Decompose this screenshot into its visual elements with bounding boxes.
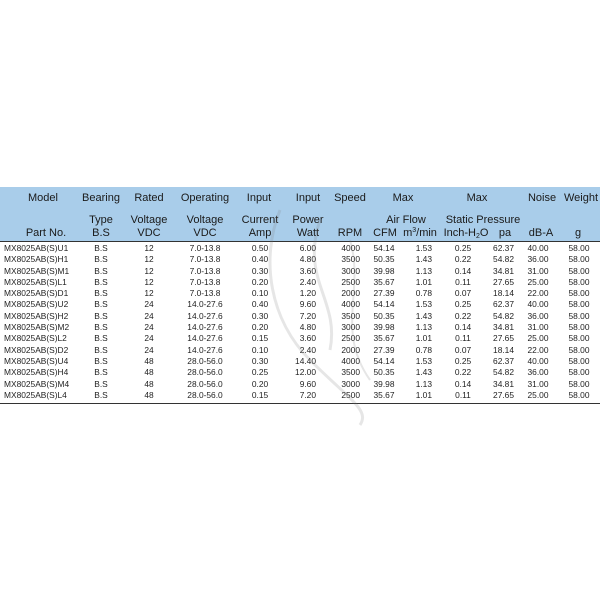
cell-pa: 62.37	[493, 355, 514, 366]
header-static-pressure: Static Pressure	[445, 214, 521, 226]
cell-operating-voltage: 14.0-27.6	[187, 322, 223, 333]
table-row	[0, 390, 600, 401]
header-m3min: $m^3/\min$	[403, 227, 437, 239]
cell-weight: 58.00	[568, 344, 590, 355]
cell-rpm: 3500	[341, 367, 360, 378]
cell-rpm: 2500	[341, 389, 360, 400]
cell-pa: 18.14	[493, 288, 514, 299]
cell-power: 4.80	[299, 322, 316, 333]
cell-power: 7.20	[299, 310, 316, 321]
cell-current: 0.30	[251, 355, 269, 366]
cell-m3min: 1.53	[415, 299, 432, 310]
cell-noise: 36.00	[527, 310, 549, 321]
cell-m3min: 1.01	[415, 389, 432, 400]
header-model: Model	[28, 192, 58, 204]
header-pa: pa	[498, 227, 512, 239]
cell-bearing: B.S	[94, 288, 108, 299]
table-row	[0, 299, 600, 310]
cell-operating-voltage: 28.0-56.0	[187, 355, 223, 366]
cell-pa: 34.81	[493, 322, 514, 333]
cell-inch-h2o: 0.11	[455, 389, 471, 400]
cell-operating-voltage: 7.0-13.8	[189, 254, 221, 265]
cell-pa: 27.65	[493, 276, 514, 287]
cell-operating-voltage: 7.0-13.8	[189, 276, 221, 287]
cell-rated-voltage: 24	[144, 322, 154, 333]
cell-noise: 40.00	[527, 243, 549, 253]
cell-power: 3.60	[299, 265, 316, 276]
header-cfm: CFM	[373, 227, 397, 239]
cell-rated-voltage: 12	[144, 243, 154, 253]
cell-operating-voltage: 28.0-56.0	[187, 367, 223, 378]
cell-operating-voltage: 14.0-27.6	[187, 333, 223, 344]
table-row	[0, 266, 600, 277]
cell-noise: 31.00	[527, 265, 549, 276]
cell-pa: 54.82	[493, 254, 514, 265]
cell-weight: 58.00	[568, 288, 590, 299]
header-inch-h2o: Inch-$H_2O$	[443, 227, 489, 240]
cell-inch-h2o: 0.07	[454, 344, 472, 355]
cell-m3min: 1.53	[415, 355, 432, 366]
cell-inch-h2o: 0.25	[454, 243, 472, 253]
cell-weight: 58.00	[568, 333, 590, 344]
header-air-flow: Air Flow	[386, 214, 426, 226]
cell-rated-voltage: 12	[144, 276, 154, 287]
cell-inch-h2o: 0.25	[454, 355, 472, 366]
cell-power: 9.60	[299, 299, 316, 310]
header-max-2: Max	[466, 192, 488, 204]
cell-rpm: 2500	[341, 333, 360, 344]
cell-noise: 40.00	[527, 355, 549, 366]
cell-m3min: 0.78	[415, 288, 432, 299]
cell-rated-voltage: 24	[144, 344, 154, 355]
cell-noise: 25.00	[527, 276, 549, 287]
cell-rated-voltage: 12	[144, 288, 154, 299]
table-row	[0, 288, 600, 299]
cell-rated-voltage: 24	[144, 299, 154, 310]
cell-power: 14.40	[295, 355, 316, 366]
cell-bearing: B.S	[94, 333, 108, 344]
cell-bearing: B.S	[94, 299, 108, 310]
cell-part-no: MX8025AB(S)D1	[4, 288, 69, 299]
cell-current: 0.10	[251, 344, 269, 355]
cell-bearing: B.S	[94, 310, 108, 321]
cell-inch-h2o: 0.22	[454, 367, 472, 378]
cell-m3min: 1.13	[415, 378, 432, 389]
cell-rpm: 3000	[341, 322, 360, 333]
cell-part-no: MX8025AB(S)U1	[4, 243, 69, 253]
cell-part-no: MX8025AB(S)H1	[4, 254, 69, 265]
header-rated: Rated	[134, 192, 164, 204]
cell-current: 0.30	[251, 310, 269, 321]
cell-inch-h2o: 0.11	[455, 333, 471, 344]
cell-m3min: 1.13	[415, 322, 432, 333]
cell-part-no: MX8025AB(S)D2	[4, 344, 69, 355]
cell-inch-h2o: 0.11	[455, 276, 471, 287]
cell-rated-voltage: 12	[144, 254, 154, 265]
cell-cfm: 27.39	[373, 344, 395, 355]
cell-noise: 25.00	[527, 389, 549, 400]
cell-weight: 58.00	[568, 378, 590, 389]
cell-weight: 58.00	[568, 389, 590, 400]
header-input-1: Input	[246, 192, 272, 204]
cell-part-no: MX8025AB(S)U4	[4, 355, 69, 366]
cell-rpm: 3000	[341, 378, 360, 389]
header-operating: Operating	[180, 192, 230, 204]
cell-current: 0.15	[251, 333, 269, 344]
header-input-2: Input	[295, 192, 321, 204]
cell-weight: 58.00	[568, 243, 590, 253]
table-bottom-rule	[0, 403, 600, 404]
cell-inch-h2o: 0.14	[454, 265, 472, 276]
cell-m3min: 0.78	[415, 344, 432, 355]
cell-part-no: MX8025AB(S)M1	[4, 265, 70, 276]
cell-cfm: 54.14	[373, 243, 395, 253]
cell-bearing: B.S	[94, 254, 108, 265]
cell-cfm: 27.39	[373, 288, 395, 299]
cell-rated-voltage: 48	[144, 389, 154, 400]
cell-operating-voltage: 7.0-13.8	[189, 243, 221, 253]
table-row	[0, 379, 600, 390]
table-row	[0, 311, 600, 322]
cell-operating-voltage: 14.0-27.6	[187, 344, 223, 355]
cell-m3min: 1.13	[415, 265, 432, 276]
cell-current: 0.20	[251, 276, 269, 287]
cell-bearing: B.S	[94, 243, 108, 253]
cell-current: 0.50	[251, 243, 269, 253]
cell-rpm: 4000	[341, 243, 360, 253]
cell-rated-voltage: 48	[144, 367, 154, 378]
table-row	[0, 367, 600, 378]
cell-pa: 27.65	[493, 333, 514, 344]
cell-noise: 40.00	[527, 299, 549, 310]
cell-current: 0.30	[251, 265, 269, 276]
cell-rpm: 4000	[341, 355, 360, 366]
cell-pa: 27.65	[493, 389, 514, 400]
cell-inch-h2o: 0.22	[454, 254, 472, 265]
table-row	[0, 322, 600, 333]
cell-cfm: 50.35	[373, 254, 395, 265]
cell-operating-voltage: 7.0-13.8	[189, 265, 221, 276]
header-noise: Noise	[527, 192, 557, 204]
cell-part-no: MX8025AB(S)L2	[4, 333, 67, 344]
cell-m3min: 1.01	[415, 333, 432, 344]
cell-power: 2.40	[299, 344, 316, 355]
header-rpm: RPM	[337, 227, 363, 239]
cell-pa: 34.81	[493, 265, 514, 276]
cell-part-no: MX8025AB(S)L4	[4, 389, 67, 400]
cell-power: 6.00	[299, 243, 316, 253]
table-header	[0, 187, 600, 241]
cell-rpm: 3500	[341, 310, 360, 321]
cell-rated-voltage: 24	[144, 333, 154, 344]
cell-rated-voltage: 12	[144, 265, 154, 276]
cell-part-no: MX8025AB(S)H2	[4, 310, 69, 321]
cell-part-no: MX8025AB(S)M4	[4, 378, 70, 389]
cell-power: 12.00	[295, 367, 316, 378]
header-part-no: Part No.	[25, 227, 67, 239]
table-row	[0, 345, 600, 356]
header-g: g	[574, 227, 582, 239]
cell-current: 0.25	[251, 367, 269, 378]
cell-bearing: B.S	[94, 344, 108, 355]
header-speed: Speed	[334, 192, 366, 204]
cell-noise: 25.00	[527, 333, 549, 344]
cell-weight: 58.00	[568, 367, 590, 378]
cell-part-no: MX8025AB(S)H4	[4, 367, 69, 378]
cell-pa: 18.14	[493, 344, 514, 355]
cell-bearing: B.S	[94, 355, 108, 366]
cell-inch-h2o: 0.14	[454, 322, 472, 333]
cell-inch-h2o: 0.14	[454, 378, 472, 389]
cell-bearing: B.S	[94, 367, 108, 378]
cell-noise: 31.00	[527, 378, 549, 389]
table-row	[0, 254, 600, 265]
cell-cfm: 39.98	[373, 322, 395, 333]
cell-cfm: 39.98	[373, 265, 395, 276]
cell-rated-voltage: 48	[144, 378, 154, 389]
header-current: Current	[241, 214, 279, 226]
header-vdc: VDC	[137, 227, 161, 239]
cell-pa: 62.37	[493, 243, 514, 253]
cell-cfm: 50.35	[373, 310, 395, 321]
cell-power: 2.40	[299, 276, 316, 287]
cell-operating-voltage: 28.0-56.0	[187, 389, 223, 400]
header-amp: Amp	[248, 227, 272, 239]
cell-cfm: 35.67	[373, 276, 395, 287]
cell-cfm: 54.14	[373, 299, 395, 310]
cell-rpm: 2500	[341, 276, 360, 287]
cell-m3min: 1.43	[415, 254, 432, 265]
cell-weight: 58.00	[568, 276, 590, 287]
cell-power: 4.80	[299, 254, 316, 265]
cell-current: 0.15	[251, 389, 269, 400]
cell-bearing: B.S	[94, 276, 108, 287]
cell-weight: 58.00	[568, 299, 590, 310]
spec-table	[0, 187, 600, 399]
cell-part-no: MX8025AB(S)U2	[4, 299, 69, 310]
table-row	[0, 243, 600, 254]
cell-bearing: B.S	[94, 378, 108, 389]
cell-bearing: B.S	[94, 389, 108, 400]
cell-m3min: 1.01	[415, 276, 432, 287]
header-watt: Watt	[296, 227, 320, 239]
cell-weight: 58.00	[568, 322, 590, 333]
header-bearing: Bearing	[82, 192, 120, 204]
header-voltage: Voltage	[130, 214, 168, 226]
cell-noise: 36.00	[527, 254, 549, 265]
header-type: Type	[89, 214, 113, 226]
header-op-voltage: Voltage	[186, 214, 224, 226]
cell-inch-h2o: 0.07	[454, 288, 472, 299]
table-row	[0, 333, 600, 344]
cell-power: 1.20	[299, 288, 316, 299]
cell-weight: 58.00	[568, 265, 590, 276]
header-bs: B.S	[92, 227, 110, 239]
cell-pa: 34.81	[493, 378, 514, 389]
table-body	[0, 243, 600, 401]
cell-weight: 58.00	[568, 254, 590, 265]
cell-current: 0.20	[251, 378, 269, 389]
header-weight: Weight	[563, 192, 599, 204]
table-row	[0, 356, 600, 367]
cell-weight: 58.00	[568, 310, 590, 321]
header-divider	[0, 241, 600, 242]
cell-bearing: B.S	[94, 265, 108, 276]
cell-inch-h2o: 0.22	[454, 310, 472, 321]
cell-rpm: 4000	[341, 299, 360, 310]
header-power: Power	[292, 214, 324, 226]
cell-operating-voltage: 14.0-27.6	[187, 310, 223, 321]
cell-power: 3.60	[299, 333, 316, 344]
cell-current: 0.10	[251, 288, 269, 299]
cell-cfm: 39.98	[373, 378, 395, 389]
cell-rated-voltage: 24	[144, 310, 154, 321]
cell-part-no: MX8025AB(S)L1	[4, 276, 67, 287]
cell-part-no: MX8025AB(S)M2	[4, 322, 70, 333]
cell-inch-h2o: 0.25	[454, 299, 472, 310]
cell-cfm: 54.14	[373, 355, 395, 366]
table-row	[0, 277, 600, 288]
cell-cfm: 35.67	[373, 389, 395, 400]
cell-noise: 22.00	[527, 344, 549, 355]
cell-operating-voltage: 14.0-27.6	[187, 299, 223, 310]
cell-current: 0.40	[251, 254, 269, 265]
cell-rpm: 2000	[341, 288, 360, 299]
cell-pa: 62.37	[493, 299, 514, 310]
cell-bearing: B.S	[94, 322, 108, 333]
cell-cfm: 50.35	[373, 367, 395, 378]
cell-pa: 54.82	[493, 367, 514, 378]
cell-power: 9.60	[299, 378, 316, 389]
cell-noise: 22.00	[527, 288, 549, 299]
cell-cfm: 35.67	[373, 333, 395, 344]
cell-operating-voltage: 28.0-56.0	[187, 378, 223, 389]
cell-m3min: 1.43	[415, 367, 432, 378]
cell-weight: 58.00	[568, 355, 590, 366]
cell-noise: 31.00	[527, 322, 549, 333]
header-dba: dB-A	[528, 227, 554, 239]
cell-pa: 54.82	[493, 310, 514, 321]
cell-m3min: 1.43	[415, 310, 432, 321]
cell-rpm: 2000	[341, 344, 360, 355]
cell-rpm: 3500	[341, 254, 360, 265]
cell-current: 0.20	[251, 322, 269, 333]
header-op-vdc: VDC	[193, 227, 217, 239]
cell-m3min: 1.53	[415, 243, 432, 253]
cell-current: 0.40	[251, 299, 269, 310]
cell-rated-voltage: 48	[144, 355, 154, 366]
header-max-1: Max	[392, 192, 414, 204]
cell-power: 7.20	[299, 389, 316, 400]
cell-operating-voltage: 7.0-13.8	[189, 288, 221, 299]
cell-rpm: 3000	[341, 265, 360, 276]
cell-noise: 36.00	[527, 367, 549, 378]
